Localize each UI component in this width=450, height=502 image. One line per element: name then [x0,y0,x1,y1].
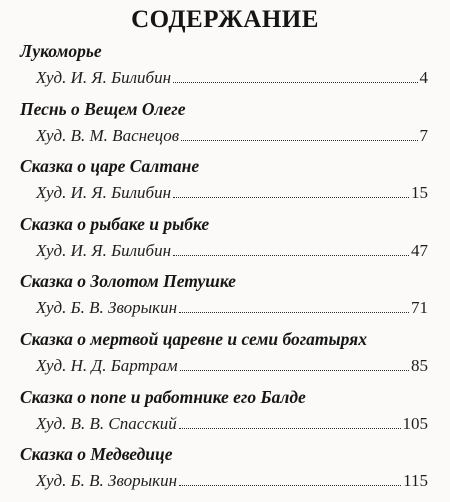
toc-entry [0,40,450,98]
illustrator: Худ. Б. В. Зворыкин [36,298,178,318]
page-number: 4 [419,68,428,87]
illustrator: Худ. Б. В. Зворыкин [36,471,178,491]
artist-line [36,182,428,204]
illustrator: Худ. И. Я. Билибин [36,240,172,260]
dot-leader [173,196,409,198]
toc-entry [0,443,450,501]
page-number: 47 [411,240,428,260]
artist-line [36,67,428,89]
story-title: Сказка о мертвой царевне и семи богатырях [20,328,367,349]
dot-leader [179,427,401,429]
dot-leader [173,254,409,256]
illustrator: Худ. Н. Д. Бартрам [36,355,178,375]
dot-leader [179,311,409,313]
story-title: Сказка о попе и работнике его Балде [20,386,306,407]
page-title: СОДЕРЖАНИЕ [131,6,319,33]
illustrator: Худ. В. В. Спасский [36,413,177,433]
toc-list [0,40,450,501]
page-number: 71 [411,298,428,318]
story-title: Сказка о рыбаке и рыбке [20,213,210,234]
artist-line [36,355,428,377]
illustrator: Худ. И. Я. Билибин [36,183,172,203]
page-number: 115 [403,471,428,491]
page-number: 105 [402,413,428,433]
illustrator: Худ. В. М. Васнецов [36,125,180,145]
story-title: Песнь о Вещем Олеге [20,98,186,119]
artist-line [36,413,428,435]
toc-entry [0,386,450,444]
story-title: Сказка о Золотом Петушке [20,271,236,292]
story-title: Сказка о царе Салтане [20,156,200,177]
story-title: Сказка о Медведице [20,444,173,465]
toc-entry [0,328,450,386]
story-title: Лукоморье [20,41,102,61]
artist-line [36,125,428,147]
page-number: 85 [411,355,428,375]
illustrator: Худ. И. Я. Билибин [36,68,172,87]
toc-entry [0,98,450,156]
dot-leader [173,81,417,83]
artist-line [36,240,428,262]
toc-entry [0,155,450,213]
toc-entry [0,213,450,271]
toc-entry [0,270,450,328]
dot-leader [181,139,417,141]
dot-leader [180,369,409,371]
page-number: 15 [411,183,428,203]
page-number: 7 [419,125,428,145]
artist-line [36,470,428,492]
artist-line [36,297,428,319]
dot-leader [179,484,401,486]
